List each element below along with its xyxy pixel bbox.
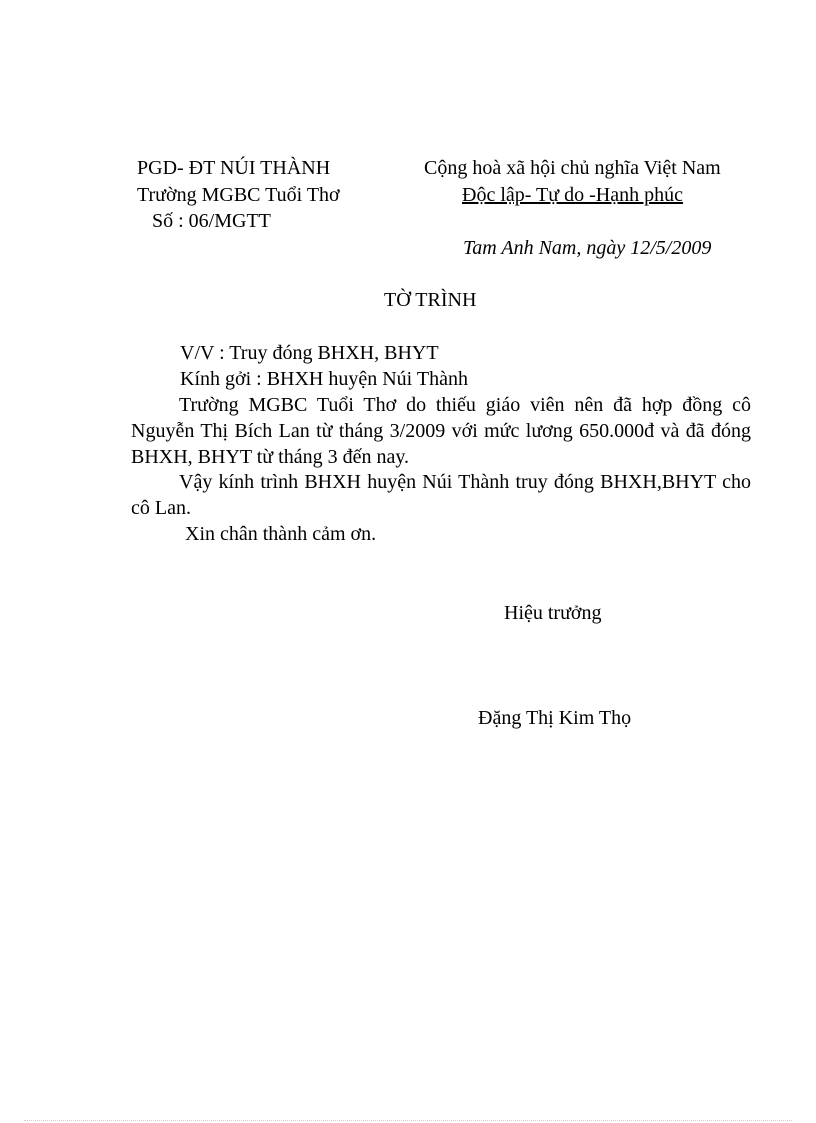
page-bottom-divider — [24, 1120, 792, 1121]
recipient-line: Kính gởi : BHXH huyện Núi Thành — [180, 368, 468, 390]
subject-line: V/V : Truy đóng BHXH, BHYT — [180, 342, 439, 364]
signature-name: Đặng Thị Kim Thọ — [478, 707, 632, 729]
signature-role: Hiệu trưởng — [504, 602, 602, 624]
document-number: Số : 06/MGTT — [152, 210, 271, 232]
body-paragraph-1: Trường MGBC Tuổi Thơ do thiếu giáo viên nên đã hợp đồng cô Nguyễn Thị Bích Lan từ tháng 3/2009 với mức lương 650.000đ và đã đóng BHXH, BHYT từ tháng 3 đến nay. — [131, 394, 751, 468]
department-name: PGD- ĐT NÚI THÀNH — [137, 157, 331, 179]
school-name: Trường MGBC Tuổi Thơ — [137, 184, 340, 206]
closing-line: Xin chân thành cảm ơn. — [185, 523, 377, 545]
national-motto: Độc lập- Tự do -Hạnh phúc — [462, 184, 683, 206]
national-title: Cộng hoà xã hội chủ nghĩa Việt Nam — [424, 157, 721, 179]
document-title: TỜ TRÌNH — [384, 289, 477, 311]
place-date: Tam Anh Nam, ngày 12/5/2009 — [463, 237, 712, 259]
body-paragraph-2: Vậy kính trình BHXH huyện Núi Thành truy đóng BHXH,BHYT cho cô Lan. — [131, 471, 751, 519]
